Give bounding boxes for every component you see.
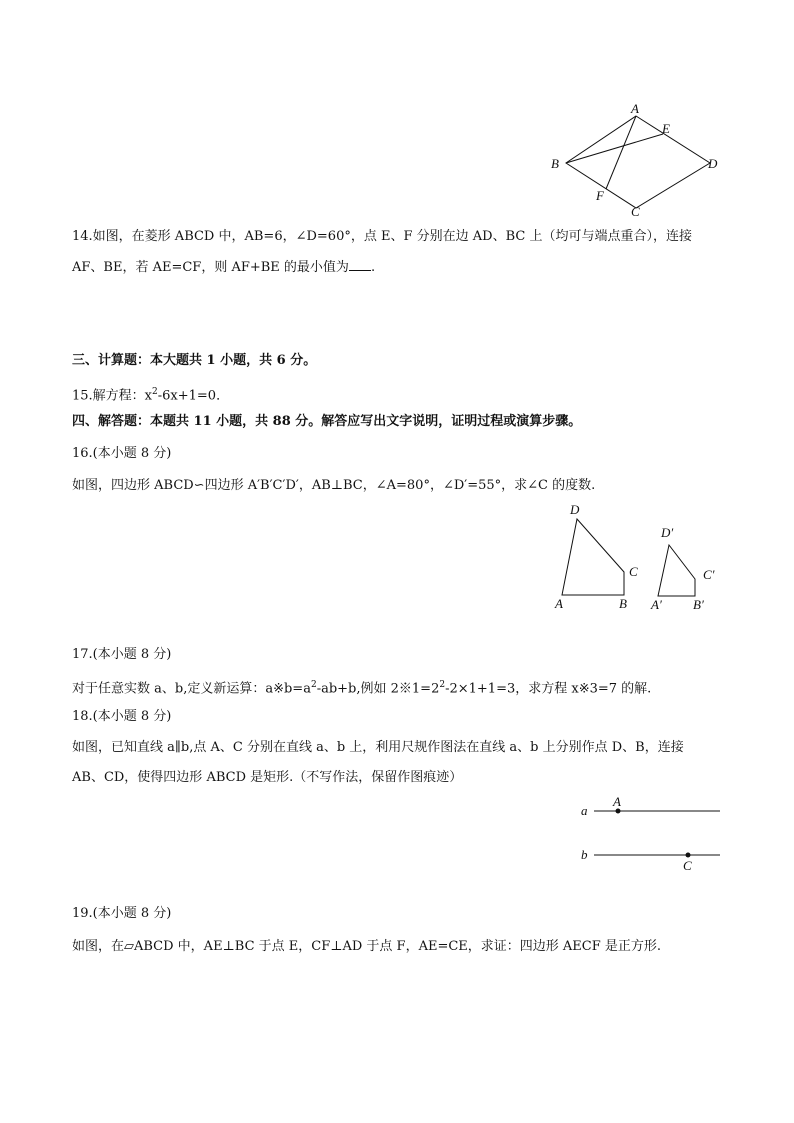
label-C: C (629, 564, 638, 579)
point-A (616, 809, 621, 814)
label-A-prime: A′ (651, 597, 662, 612)
q18-header: 18.(本小题 8 分) (72, 709, 172, 724)
label-D: D (570, 502, 580, 517)
q15-text-pre: 15.解方程：x (72, 388, 153, 404)
q17-text-post: -2×1+1=3，求方程 x※3=7 的解. (445, 681, 652, 697)
rhombus-outline (566, 116, 710, 208)
rhombus-figure (540, 100, 740, 225)
label-D: D (708, 156, 718, 171)
q16-header: 16.(本小题 8 分) (72, 446, 172, 461)
label-B: B (619, 596, 627, 611)
label-b: b (581, 847, 588, 862)
q17-header: 17.(本小题 8 分) (72, 647, 172, 662)
q14-line1: 14.如图，在菱形 ABCD 中，AB=6，∠D=60°，点 E、F 分别在边 AD、BC 上（均可与端点重合），连接 (72, 229, 692, 244)
quadrilateral-ABCD (562, 519, 624, 595)
q15-text (72, 383, 229, 405)
quadrilaterals-figure (545, 500, 735, 615)
q16-text: 如图，四边形 ABCD∽四边形 A′B′C′D′，AB⊥BC，∠A=80°，∠D′=55°，求∠C 的度数. (72, 478, 596, 493)
q18-line1: 如图，已知直线 a∥b,点 A、C 分别在直线 a、b 上，利用尺规作图法在直线 a、b 上分别作点 D、B，连接 (72, 740, 684, 755)
q15-sup: 2 (152, 387, 158, 397)
label-a: a (581, 803, 588, 818)
label-D-prime: D′ (661, 525, 674, 540)
label-A: A (555, 596, 563, 611)
section-4-title: 四、解答题：本题共 11 小题，共 88 分。解答应写出文字说明，证明过程或演算步骤。 (72, 414, 582, 429)
q17-sup1: 2 (310, 680, 317, 690)
label-B: B (551, 156, 559, 171)
q17-text-mid: -ab+b,例如 2※1=2 (316, 681, 440, 697)
label-A: A (631, 101, 639, 116)
label-B-prime: B′ (693, 597, 704, 612)
segment-AF (606, 116, 636, 189)
q18-line2: AB、CD，使得四边形 ABCD 是矩形.（不写作法，保留作图痕迹） (72, 770, 463, 785)
section-3-title: 三、计算题：本大题共 1 小题，共 6 分。 (72, 353, 317, 368)
q17-text-pre: 对于任意实数 a、b,定义新运算：a※b=a (72, 681, 311, 697)
label-C-prime: C′ (703, 567, 715, 582)
label-C: C (631, 204, 640, 219)
point-C (686, 853, 691, 858)
label-C: C (683, 858, 692, 873)
q19-text: 如图，在▱ABCD 中，AE⊥BC 于点 E，CF⊥AD 于点 F，AE=CE，求证：四边形 AECF 是正方形. (72, 939, 662, 954)
segment-BE (566, 134, 663, 163)
q17-text (72, 676, 651, 698)
quadrilateral-A2B2C2D2 (658, 545, 695, 596)
label-E: E (662, 121, 670, 136)
label-F: F (596, 188, 604, 203)
parallel-lines-figure (570, 792, 730, 874)
label-A: A (613, 794, 621, 809)
answer-blank (349, 258, 371, 271)
q14-line2 (72, 258, 375, 277)
q14-line2-end: . (370, 260, 376, 275)
q15-text-post: -6x+1=0． (157, 388, 230, 404)
q17-sup2: 2 (439, 680, 446, 690)
q14-line2-text: AF、BE，若 AE=CF，则 AF+BE 的最小值为 (72, 260, 349, 275)
q19-header: 19.(本小题 8 分) (72, 906, 172, 921)
